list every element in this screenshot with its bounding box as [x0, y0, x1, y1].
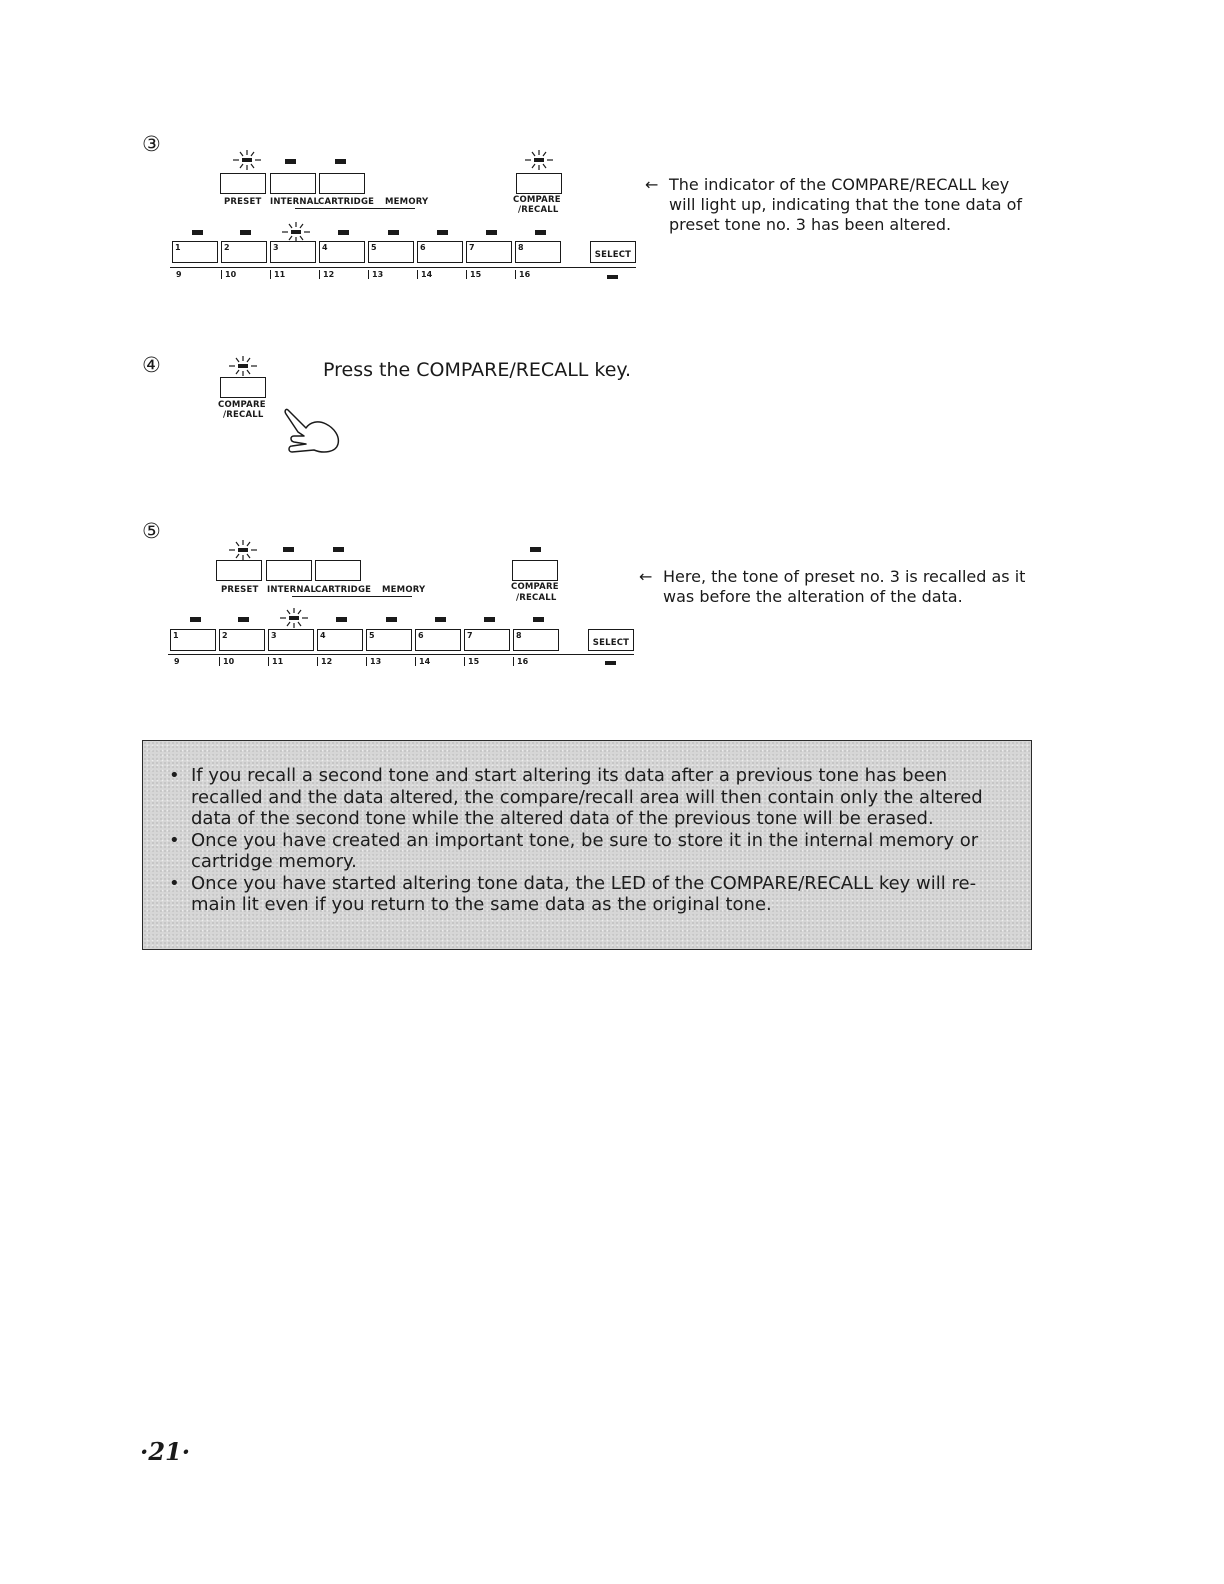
pointing-hand-icon — [284, 408, 344, 454]
step-number-5: ⑤ — [142, 519, 161, 543]
note-item — [169, 829, 1011, 873]
caption-step5 — [639, 567, 1039, 611]
led-tone-8 — [535, 230, 546, 235]
notes-list — [169, 765, 1011, 916]
preset-key[interactable] — [220, 173, 266, 194]
tone-key-5[interactable]: 5 — [368, 241, 414, 263]
compare-label: COMPARE — [511, 582, 559, 592]
led-tone-6 — [435, 617, 446, 622]
led-tone-5 — [388, 230, 399, 235]
arrow-left-icon: ← — [645, 175, 659, 194]
compare-recall-key[interactable] — [516, 173, 562, 194]
select-key[interactable]: SELECT — [590, 241, 636, 263]
compare-recall-key[interactable] — [220, 377, 266, 398]
recall-label: /RECALL — [518, 205, 559, 215]
led-tone-1 — [190, 617, 201, 622]
arrow-left-icon: ← — [639, 567, 653, 586]
led-tone-4 — [338, 230, 349, 235]
led-tone-8 — [533, 617, 544, 622]
led-internal — [283, 547, 294, 552]
led-select — [605, 661, 616, 665]
cartridge-key[interactable] — [315, 560, 361, 581]
bank-number: 12 — [319, 270, 334, 279]
preset-label: PRESET — [221, 585, 259, 595]
led-cartridge — [333, 547, 344, 552]
bank-number: 10 — [221, 270, 236, 279]
tone-key-2[interactable]: 2 — [221, 241, 267, 263]
bank-number: 11 — [268, 657, 283, 666]
compare-label: COMPARE — [513, 195, 561, 205]
led-tone-2 — [240, 230, 251, 235]
led-tone-4 — [336, 617, 347, 622]
bank-number: 13 — [368, 270, 383, 279]
note-item — [169, 872, 1011, 916]
led-compare-recall — [530, 547, 541, 552]
bank-number: 16 — [513, 657, 528, 666]
bank-number: 14 — [415, 657, 430, 666]
panel-diagram-step5 — [168, 535, 638, 675]
led-internal — [285, 159, 296, 164]
internal-label: INTERNAL — [267, 585, 317, 595]
tone-key-3[interactable]: 3 — [270, 241, 316, 263]
led-select — [607, 275, 618, 279]
note-text: If you recall a second tone and start altering its data after a previous tone has been recalled and the data altered, the compare/recall area will then contain only the altered data of the second tone while the altered data of the previous tone will be erased. — [191, 765, 983, 829]
blinking-led-icon — [226, 539, 260, 561]
step-number-4: ④ — [142, 353, 161, 377]
bullet: • — [169, 765, 180, 786]
cartridge-label: CARTRIDGE — [315, 585, 372, 595]
led-tone-1 — [192, 230, 203, 235]
tone-key-7[interactable]: 7 — [464, 629, 510, 651]
preset-key[interactable] — [216, 560, 262, 581]
blinking-led-icon — [279, 221, 313, 243]
tone-key-5[interactable]: 5 — [366, 629, 412, 651]
bank-number: 16 — [515, 270, 530, 279]
tone-key-8[interactable]: 8 — [515, 241, 561, 263]
bank-number: 9 — [174, 657, 180, 666]
internal-key[interactable] — [270, 173, 316, 194]
instruction-text: Press the COMPARE/RECALL key. — [323, 359, 631, 381]
recall-label: /RECALL — [516, 593, 557, 603]
caption-text: Here, the tone of preset no. 3 is recalled as it was before the alteration of the data. — [663, 567, 1026, 606]
select-key[interactable]: SELECT — [588, 629, 634, 651]
preset-label: PRESET — [224, 197, 262, 207]
tone-key-4[interactable]: 4 — [317, 629, 363, 651]
bullet: • — [169, 829, 180, 851]
note-text: Once you have created an important tone, be sure to store it in the internal memory or cartridge memory. — [191, 829, 979, 872]
cartridge-key[interactable] — [319, 173, 365, 194]
bank-number: 9 — [176, 270, 182, 279]
tone-key-7[interactable]: 7 — [466, 241, 512, 263]
bank-number: 10 — [219, 657, 234, 666]
tone-key-8[interactable]: 8 — [513, 629, 559, 651]
tone-key-6[interactable]: 6 — [417, 241, 463, 263]
page-number: ·21· — [140, 1437, 191, 1466]
led-tone-7 — [484, 617, 495, 622]
bullet: • — [169, 872, 180, 894]
panel-diagram-step3 — [170, 145, 640, 285]
memory-bracket — [295, 208, 415, 209]
tone-key-4[interactable]: 4 — [319, 241, 365, 263]
memory-label: MEMORY — [382, 585, 426, 595]
bank-number: 15 — [466, 270, 481, 279]
caption-step3 — [645, 175, 1045, 239]
compare-recall-key[interactable] — [512, 560, 558, 581]
bank-number: 14 — [417, 270, 432, 279]
tone-key-1[interactable]: 1 — [172, 241, 218, 263]
notes-box — [142, 740, 1032, 950]
blinking-led-icon — [277, 607, 311, 629]
note-text: Once you have started altering tone data, the LED of the COMPARE/RECALL key will re-main lit even if you return to the same data as the original tone. — [191, 872, 977, 915]
compare-label: COMPARE — [218, 400, 266, 410]
cartridge-label: CARTRIDGE — [318, 197, 375, 207]
blinking-led-icon — [522, 149, 556, 171]
step-number-3: ③ — [142, 132, 161, 156]
tone-key-3[interactable]: 3 — [268, 629, 314, 651]
internal-label: INTERNAL — [270, 197, 320, 207]
bank-number: 12 — [317, 657, 332, 666]
tone-key-1[interactable]: 1 — [170, 629, 216, 651]
bank-number: 11 — [270, 270, 285, 279]
tone-key-6[interactable]: 6 — [415, 629, 461, 651]
bottom-rule — [170, 267, 636, 268]
led-tone-2 — [238, 617, 249, 622]
bank-number: 13 — [366, 657, 381, 666]
led-tone-6 — [437, 230, 448, 235]
memory-label: MEMORY — [385, 197, 429, 207]
bank-number: 15 — [464, 657, 479, 666]
tone-key-2[interactable]: 2 — [219, 629, 265, 651]
recall-label: /RECALL — [223, 410, 264, 420]
led-cartridge — [335, 159, 346, 164]
led-tone-7 — [486, 230, 497, 235]
note-item — [169, 765, 1011, 830]
caption-text: The indicator of the COMPARE/RECALL key will light up, indicating that the tone data of preset tone no. 3 has been altered. — [669, 175, 1023, 234]
bottom-rule — [168, 654, 634, 655]
blinking-led-icon — [226, 355, 260, 377]
memory-bracket — [292, 596, 412, 597]
internal-key[interactable] — [266, 560, 312, 581]
led-tone-5 — [386, 617, 397, 622]
blinking-led-icon — [230, 149, 264, 171]
